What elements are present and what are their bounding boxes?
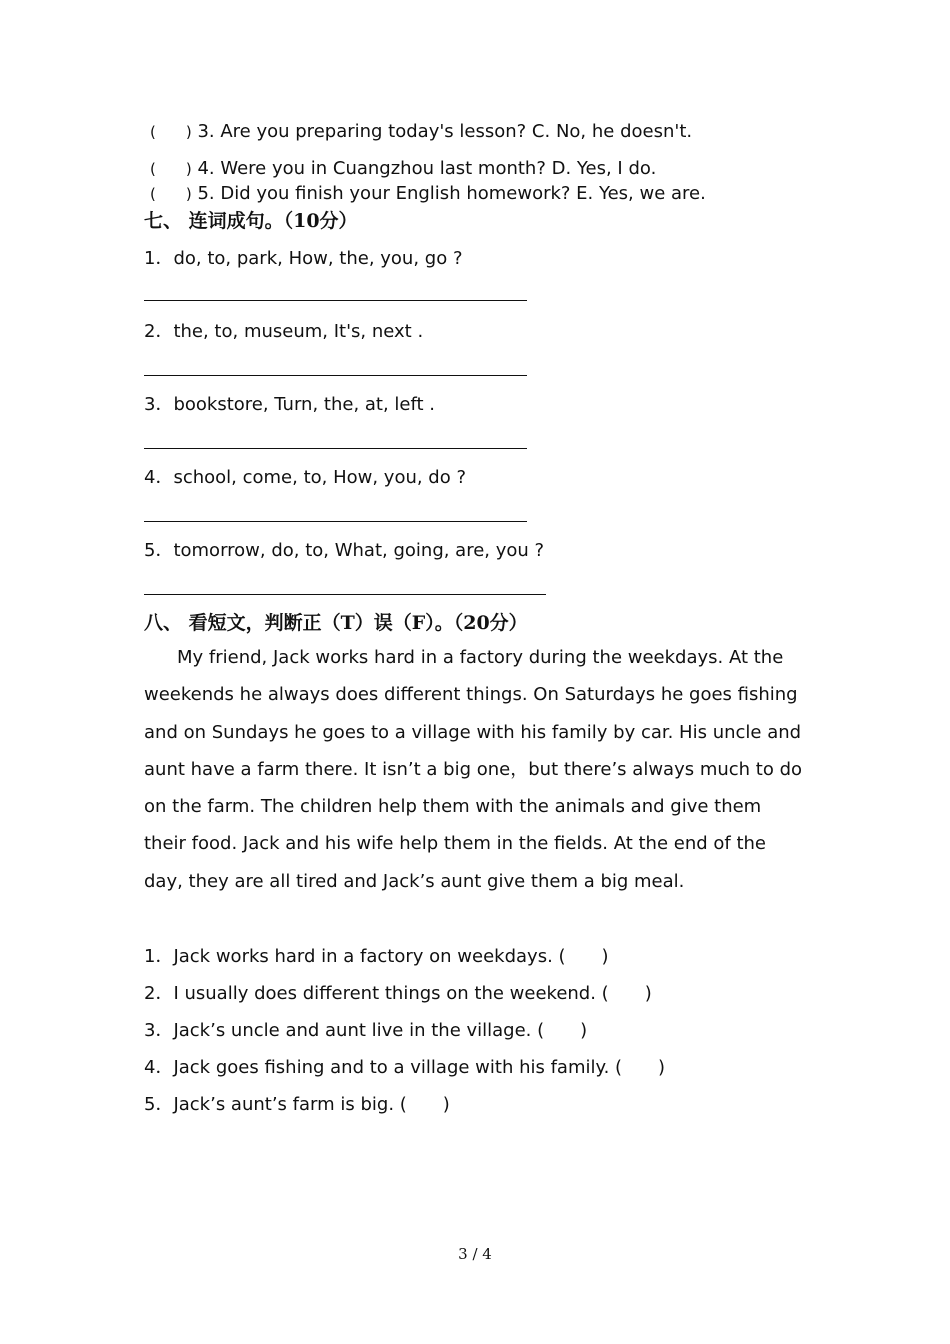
page-number: 3 / 4 bbox=[458, 1245, 492, 1263]
matching-item-5 bbox=[150, 183, 706, 204]
reading-passage: My friend, Jack works hard in a factory during the weekdays. At the weekends he always does different things. On Saturdays he goes fishing and on Sundays he goes to a village with his family by car. His uncle and aunt have a farm there. It isn’t a big one，but there’s always much to do on the farm. The children help them with the animals and give them their food. Jack and his wife help them in the fields. At the end of the day, they are all tired and Jack’s aunt give them a big meal. bbox=[144, 647, 803, 892]
answer-blank[interactable]: ( ) bbox=[150, 185, 192, 203]
matching-item-4 bbox=[150, 158, 656, 179]
answer-line-5[interactable] bbox=[144, 594, 546, 595]
answer-blank[interactable]: ( ) bbox=[150, 123, 192, 141]
matching-text: 4. Were you in Cuangzhou last month? D. Yes, I do. bbox=[197, 158, 657, 179]
answer-line-4[interactable] bbox=[144, 521, 527, 522]
answer-blank[interactable]: ( ) bbox=[150, 160, 192, 178]
tf-question-4: 4．Jack goes fishing and to a village with his family. ( ) bbox=[144, 1057, 666, 1078]
answer-line-3[interactable] bbox=[144, 448, 527, 449]
tf-question-5: 5．Jack’s aunt’s farm is big. ( ) bbox=[144, 1094, 450, 1115]
section-8-heading: 八、 看短文，判断正（T）误（F）。（20分） bbox=[144, 612, 528, 634]
matching-text: 3. Are you preparing today's lesson? C. No, he doesn't. bbox=[197, 121, 693, 142]
tf-question-2: 2．I usually does different things on the weekend. ( ) bbox=[144, 983, 652, 1004]
matching-text: 5. Did you finish your English homework? E. Yes, we are. bbox=[197, 183, 706, 204]
tf-question-1: 1．Jack works hard in a factory on weekdays. ( ) bbox=[144, 946, 609, 967]
section-7-heading: 七、 连词成句。（10分） bbox=[144, 210, 358, 232]
sentence-item-4: 4．school, come, to, How, you, do ? bbox=[144, 467, 467, 488]
sentence-item-1: 1．do, to, park, How, the, you, go ? bbox=[144, 248, 463, 269]
matching-item-3 bbox=[150, 121, 692, 142]
answer-line-2[interactable] bbox=[144, 375, 527, 376]
sentence-item-2: 2．the, to, museum, It's, next . bbox=[144, 321, 424, 342]
tf-question-3: 3．Jack’s uncle and aunt live in the village. ( ) bbox=[144, 1020, 588, 1041]
sentence-item-5: 5．tomorrow, do, to, What, going, are, you ? bbox=[144, 540, 545, 561]
answer-line-1[interactable] bbox=[144, 300, 527, 301]
sentence-item-3: 3．bookstore, Turn, the, at, left . bbox=[144, 394, 436, 415]
